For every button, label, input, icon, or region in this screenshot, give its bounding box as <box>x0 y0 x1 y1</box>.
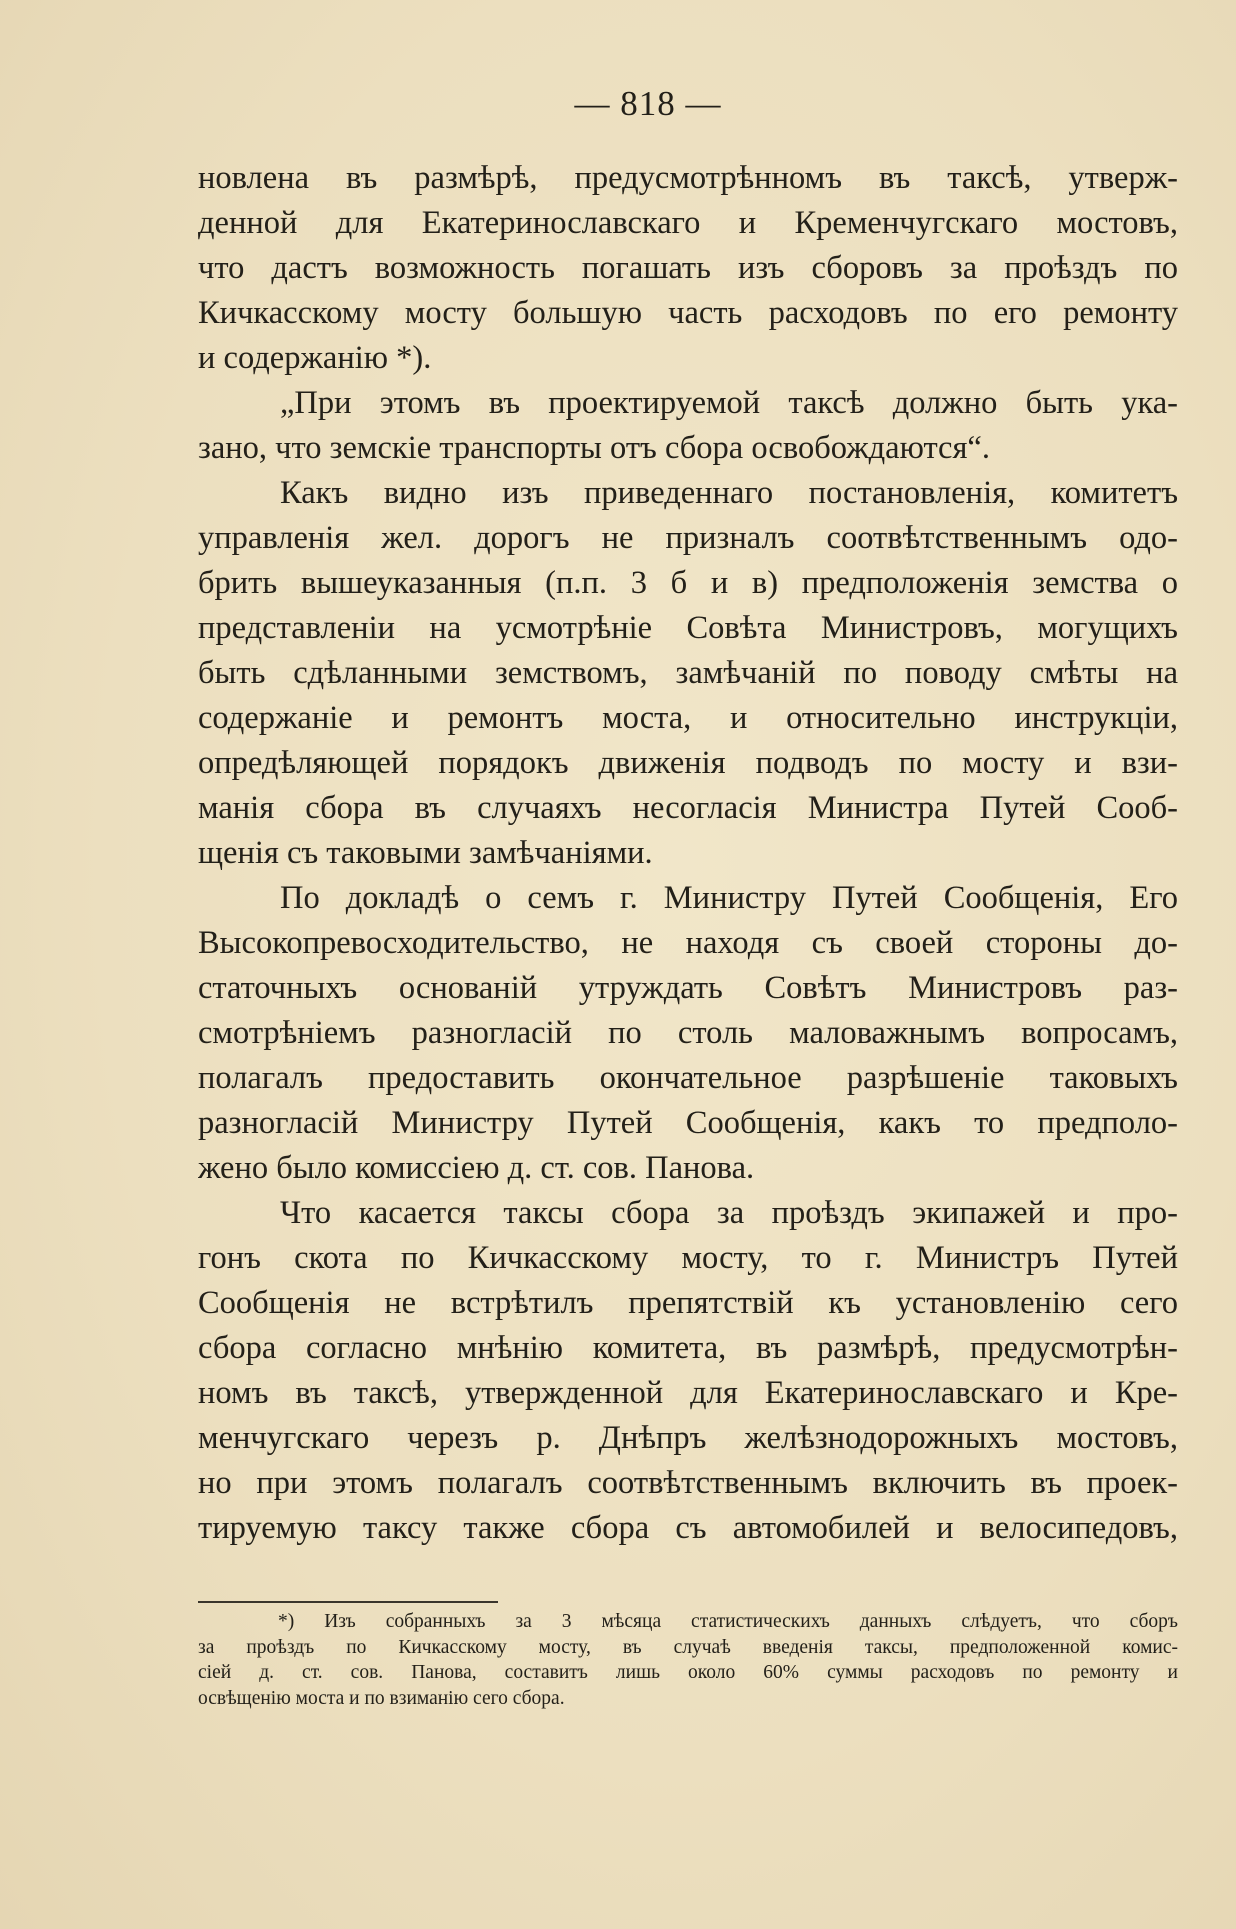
text-line: что дастъ возможность погашать изъ сборовъ за проѣздъ по <box>198 250 1178 286</box>
text-line: управленія жел. дорогъ не призналъ соотвѣтственнымъ одо- <box>198 520 1178 556</box>
text-line: полагалъ предоставить окончательное разрѣшеніе таковыхъ <box>198 1060 1178 1096</box>
text-line: щенія съ таковыми замѣчаніями. <box>198 835 653 871</box>
text-line: но при этомъ полагалъ соотвѣтственнымъ включить въ проек- <box>198 1465 1178 1501</box>
text-line: Что касается таксы сбора за проѣздъ экипажей и про- <box>280 1195 1178 1231</box>
text-line: денной для Екатеринославскаго и Кременчугскаго мостовъ, <box>198 205 1178 241</box>
paragraph <box>198 381 1178 471</box>
text-line: брить вышеуказанныя (п.п. 3 б и в) предположенія земства о <box>198 565 1178 601</box>
text-line: сбора согласно мнѣнію комитета, въ размѣрѣ, предусмотрѣн- <box>198 1330 1178 1366</box>
footnote-line: освѣщенію моста и по взиманію сего сбора. <box>198 1687 565 1709</box>
text-line: менчугскаго черезъ р. Днѣпръ желѣзнодорожныхъ мостовъ, <box>198 1420 1178 1456</box>
text-line: зано, что земскіе транспорты отъ сбора освобождаются“. <box>198 430 990 466</box>
text-line: новлена въ размѣрѣ, предусмотрѣнномъ въ таксѣ, утверж- <box>198 160 1178 196</box>
text-line: номъ въ таксѣ, утвержденной для Екатеринославскаго и Кре- <box>198 1375 1178 1411</box>
paragraph <box>198 876 1178 1191</box>
text-line: Сообщенія не встрѣтилъ препятствій къ установленію сего <box>198 1285 1178 1321</box>
text-line: тируемую таксу также сбора съ автомобилей и велосипедовъ, <box>198 1510 1178 1546</box>
paragraph <box>198 1191 1178 1551</box>
text-line: смотрѣніемъ разногласій по столь маловажнымъ вопросамъ, <box>198 1015 1178 1051</box>
page-number: — 818 — <box>574 84 722 123</box>
text-line: и содержанію *). <box>198 340 432 376</box>
text-line: жено было комиссіею д. ст. сов. Панова. <box>198 1150 755 1186</box>
text-line: представленіи на усмотрѣніе Совѣта Министровъ, могущихъ <box>198 610 1178 646</box>
footnote <box>198 1609 1178 1711</box>
footnote-divider <box>198 1601 498 1603</box>
paragraph <box>198 471 1178 876</box>
text-line: По докладѣ о семъ г. Министру Путей Сообщенія, Его <box>280 880 1178 916</box>
footnote-line: за проѣздъ по Кичкасскому мосту, въ случаѣ введенія таксы, предположенной комис- <box>198 1636 1178 1658</box>
text-line: содержаніе и ремонтъ моста, и относительно инструкціи, <box>198 700 1178 736</box>
text-line: Какъ видно изъ приведеннаго постановленія, комитетъ <box>280 475 1178 511</box>
footnote-line: *) Изъ собранныхъ за 3 мѣсяца статистическихъ данныхъ слѣдуетъ, что сборъ <box>278 1611 1178 1632</box>
body-text <box>198 156 1178 1551</box>
text-line: Кичкасскому мосту большую часть расходовъ по его ремонту <box>198 295 1178 331</box>
text-line: опредѣляющей порядокъ движенія подводъ по мосту и взи- <box>198 745 1178 781</box>
text-line: „При этомъ въ проектируемой таксѣ должно быть ука- <box>280 385 1178 421</box>
text-line: манія сбора въ случаяхъ несогласія Министра Путей Сооб- <box>198 790 1178 826</box>
text-line: статочныхъ основаній утруждать Совѣтъ Министровъ раз- <box>198 970 1178 1006</box>
footnote-line: сіей д. ст. сов. Панова, составитъ лишь около 60% суммы расходовъ по ремонту и <box>198 1662 1178 1683</box>
text-line: разногласій Министру Путей Сообщенія, какъ то предполо- <box>198 1105 1178 1141</box>
text-line: быть сдѣланными земствомъ, замѣчаній по поводу смѣты на <box>198 655 1178 691</box>
text-line: Высокопревосходительство, не находя съ своей стороны до- <box>198 925 1178 961</box>
text-line: гонъ скота по Кичкасскому мосту, то г. Министръ Путей <box>198 1240 1178 1276</box>
paragraph <box>198 156 1178 381</box>
